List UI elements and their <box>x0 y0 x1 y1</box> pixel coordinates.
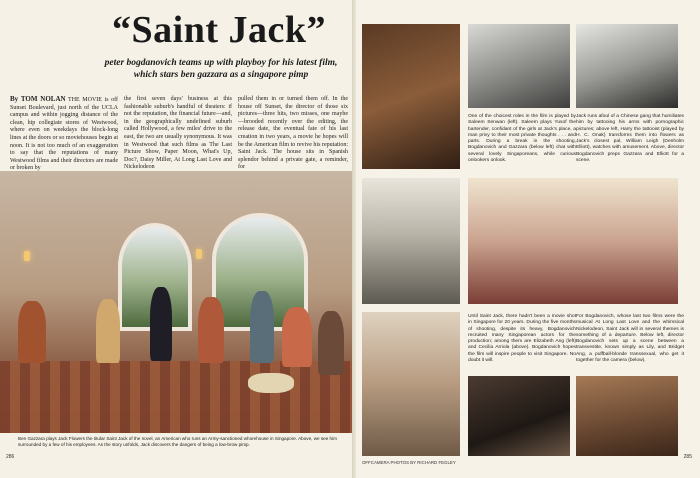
figure-woman <box>198 297 224 363</box>
photo-street-group <box>362 178 460 304</box>
caption-departure: For Bogdanovich, whose last two films were the musical At Long Last Love and the whimsical Nickelodeon, Saint Jack will in several themes is something of a departure. Below left, director Bogdanovich sets up a scene between a transvestite, known simply as Lily, and Bridget Ang, a puffball-blonde transsexual, who get it together for the camera (below). <box>576 314 684 364</box>
photo-break-in-shooting <box>468 24 570 108</box>
main-photo <box>0 171 352 433</box>
photo-bogdanovich-preps <box>576 24 678 108</box>
figure-woman <box>18 301 46 363</box>
body-column-1-text: THE MOVIE is off Sunset Boulevard, just north of the UCLA campus and within jogging distance of the clean, hip collegiate stores of Westwood, where even on weekdays the block-long lines at the doors or so moviehouses begin at noon. It is not too much of an exaggeration to say that the reputations of many Westwood films and their directors are made or broken by <box>10 97 118 172</box>
figure-woman <box>318 311 344 375</box>
article-dek: peter bogdanovich teams up with playboy for his latest film, which stars ben gazzara as a singapore pimp <box>104 58 338 80</box>
main-photo-caption: Ben Gazzara plays Jack Flowers the titular Saint Jack of the novel, an American who runs an Army-sanctioned whorehouse in Singapore. Above, we see him surrounded by a few of his employees. As the story unfolds, Jack discovers the dangers of being a low-brow pimp. <box>18 436 337 447</box>
photo-cecilia-arriola <box>468 178 678 304</box>
article-headline: “Saint Jack” <box>112 9 326 51</box>
figure-woman <box>250 291 274 363</box>
figure-woman <box>96 299 120 363</box>
byline: By TOM NOLAN <box>10 95 66 103</box>
wicker-table <box>248 373 294 393</box>
caption-saleem: One of the choicest roles in the film is played by Saleem Senwan (left). Saleem plays Yusof the bartender, confidant of the girls at Jack's place, a man privy to their most private thoughts . . . and parts. During a break in the shooting, Bogdanovich and Gazzara (below left) chat with several lovely Singaporeans, while curious onlookers onlook. <box>468 114 576 164</box>
photo-lily-bridget <box>576 376 678 456</box>
figure-man-suit <box>150 287 172 361</box>
page-number-right: 285 <box>683 454 692 460</box>
page-number-left: 286 <box>6 454 15 460</box>
figure-woman <box>282 307 312 367</box>
wall-lamp <box>24 251 30 261</box>
patterned-rug <box>0 361 352 433</box>
caption-tattoo: Jack runs afoul of a Chinese gang that humiliates him by tattooing his arms with pornographic pictures; above left, Harry the tattooist (played by H. C. Onak) transforms them into flowers as Jack's closest pal, William Leigh (Denholm Elliott), watches with amusement. Above, director Bogdanovich preps Gazzara and Elliott for a scene. <box>576 114 684 164</box>
caption-singapore: Until Saint Jack, there hadn't been a movie shot in Singapore for 20 years. During the five months of shooting, despite its heavy, Bogdanovich recruited many Singaporean actors for the production; among them are Elizabeth Ang (left) and Cecilia Arriola (above). Bogdanovich hopes the film will inspire people to visit Singapore. No doubt it will. <box>468 314 576 364</box>
body-column-2: the first seven days' business at this fashionable suburb's handful of theaters: if not the reputation, the financial future—and, in the geographically undefined suburb called Hollywood, a few miles' drive to the east, the two are usually synonymous. It was in Westwood that such films as The Last Picture Show, Paper Moon, What's Up, Doc?, Daisy Miller, At Long Last Love and Nickelodeon <box>124 96 232 171</box>
photo-saleem-senwan <box>362 24 460 169</box>
photo-director-sets-scene <box>468 376 570 456</box>
wall-lamp <box>196 249 202 259</box>
photo-elizabeth-ang <box>362 312 460 456</box>
photo-credit: OFFCAMERA PHOTOS BY RICHARD FEGLEY <box>362 460 456 465</box>
body-column-1 <box>10 96 118 173</box>
body-column-3: pulled them in or turned them off. In the house off Sunset, the director of those six pictures—three hits, two misses, one maybe—brooded recently over the editing, the release date, the eventual fate of his last creation in two years, a movie he hopes will be the American film to revive his reputation: Saint Jack. The house sits in Spanish splendor behind a private gate, a reminder, for <box>238 96 348 171</box>
